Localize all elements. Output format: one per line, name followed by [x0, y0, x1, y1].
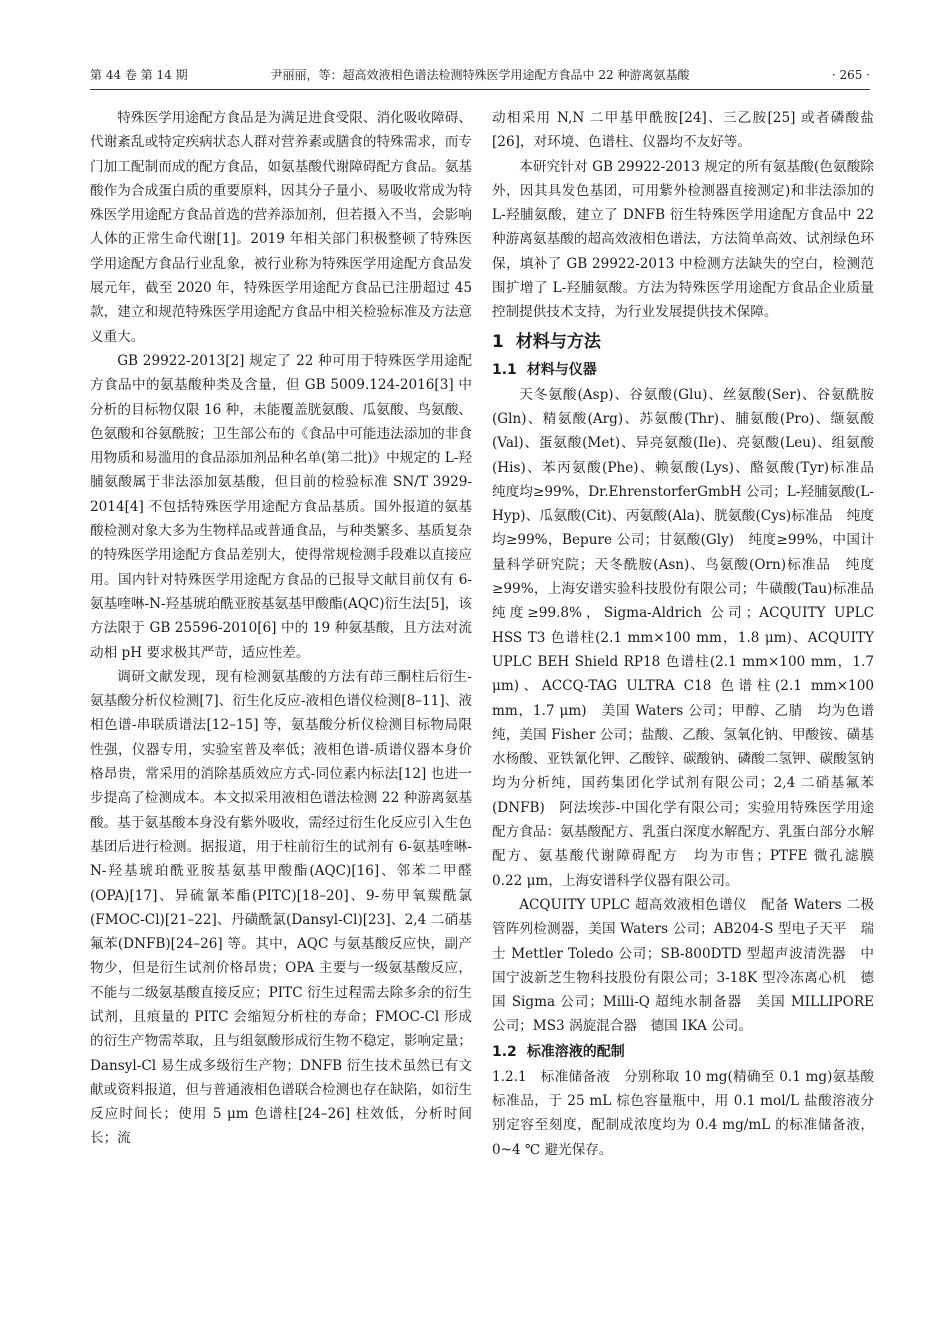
subsection-heading-1-2 — [492, 1039, 874, 1065]
section-heading-1 — [492, 327, 874, 357]
literature-paragraph: 调研文献发现，现有检测氨基酸的方法有茚三酮柱后衍生-氨基酸分析仪检测[7]、衍生化反应-液相色谱仪检测[8–11]、液相色谱-串联质谱法[12–15] 等，氨基酸分析仪检测目标物局限性强，仪器专用，实验室普及率低；液相色谱-质谱仪器本身价格昂贵，常采用的消除基质效应方式-同位素内标法[12] 也进一步提高了检测成本。本文拟采用液相色谱法检测 22 种游离氨基酸。基于氨基酸本身没有紫外吸收，需经过衍生化反应引入生色基团后进行检测。据报道，用于柱前衍生的试剂有 6-氨基喹啉-N-羟基琥珀酰亚胺基氨基甲酸酯(AQC)[16]、邻苯二甲醛(OPA)[17]、异硫氰苯酯(PITC)[18–20]、9-芴甲氧羰酰氯(FMOC-Cl)[21–22]、丹磺酰氯(Dansyl-Cl)[23]、2,4 二硝基氟苯(DNFB)[24–26] 等。其中，AQC 与氨基酸反应快，副产物少，但是衍生试剂价格昂贵；OPA 主要与一级氨基酸反应，不能与二级氨基酸直接反应；PITC 衍生过程需去除多余的衍生试剂，且痕量的 PITC 会缩短分析柱的寿命；FMOC-Cl 形成的衍生产物需萃取，且与组氨酸形成衍生物不稳定，影响定量；Dansyl-Cl 易生成多级衍生产物；DNFB 衍生技术虽然已有文献或资料报道，但与普通液相色谱联合检测也存在缺陷，如衍生反应时间长；使用 5 μm 色谱柱[24–26] 柱效低，分析时间长；流 — [90, 668, 472, 1147]
running-title: 尹丽丽，等：超高效液相色谱法检测特殊医学用途配方食品中 22 种游离氨基酸 — [270, 68, 690, 82]
subsection-number: 1.1 — [492, 361, 517, 378]
intro-paragraph: 特殊医学用途配方食品是为满足进食受限、消化吸收障碍、代谢紊乱或特定疾病状态人群对营养素或膳食的特殊需求，而专门加工配制而成的配方食品，如氨基酸代谢障碍配方食品。氨基酸作为合成蛋白质的重要原料，因其分子量小、易吸收常成为特殊医学用途配方食品首选的营养添加剂，但若摄入不当，会影响人体的正常生命代谢[1]。2019 年相关部门积极整顿了特殊医学用途配方食品行业乱象，被行业称为特殊医学用途配方食品发展元年，截至 2020 年，特殊医学用途配方食品已注册超过 45 款，建立和规范特殊医学用途配方食品中相关检验标准及方法意义重大。 — [90, 110, 472, 345]
left-column — [90, 106, 472, 1151]
instruments-paragraph: ACQUITY UPLC 超高效液相色谱仪 配备 Waters 二极管阵列检测器，美国 Waters 公司；AB204-S 型电子天平 瑞士 Mettler Toledo 公司；SB-800DTD 型超声波清洗器 中国宁波新芝生物科技股份有限公司；3-18K 型冷冻离心机 德国 Sigma 公司；Milli-Q 超纯水制备器 美国 MILLIPORE 公司；MS3 涡旋混合器 德国 IKA 公司。 — [492, 896, 874, 1035]
subsection-title: 材料与仪器 — [526, 361, 597, 378]
subsection-heading-1-1 — [492, 357, 874, 383]
standard-solution-paragraph: 1.2.1 标准储备液 分别称取 10 mg(精确至 0.1 mg)氨基酸标准品，于 25 mL 棕色容量瓶中，用 0.1 mol/L 盐酸溶液分别定容至刻度，配制成浓度均为 0.4 mg/mL 的标准储备液，0~4 ℃ 避光保存。 — [492, 1068, 874, 1158]
continued-paragraph: 动相采用 N,N 二甲基甲酰胺[24]、三乙胺[25] 或者磷酸盐[26]，对环境、色谱柱、仪器均不友好等。 — [492, 110, 874, 151]
header-rule — [90, 89, 870, 90]
subsection-title: 标准溶液的配制 — [526, 1043, 625, 1060]
right-column — [492, 106, 888, 1162]
section-number: 1 — [492, 331, 504, 352]
standards-paragraph: GB 29922-2013[2] 规定了 22 种可用于特殊医学用途配方食品中的氨基酸种类及含量，但 GB 5009.124-2016[3] 中分析的目标物仅限 16 种，未能覆盖胱氨酸、瓜氨酸、鸟氨酸、色氨酸和谷氨酰胺；卫生部公布的《食品中可能违法添加的非食用物质和易滥用的食品添加剂品种名单(第二批)》中规定的 L-羟脯氨酸属于非法添加氨基酸，但目前的检验标准 SN/T 3929-2014[4] 不包括特殊医学用途配方食品基质。国外报道的氨基酸检测对象大多为生物样品或普通食品，与种类繁多、基质复杂的特殊医学用途配方食品差别大，使得常规检测手段难以直接应用。国内针对特殊医学用途配方食品的已报导文献目前仅有 6-氨基喹啉-N-羟基琥珀酰亚胺基氨基甲酸酯(AQC)衍生法[5]，该方法限于 GB 25596-2010[6] 中的 19 种氨基酸，且方法对流动相 pH 要求极其严苛，适应性差。 — [90, 352, 472, 661]
page-number: · 265 · — [831, 68, 870, 82]
section-title: 材料与方法 — [515, 331, 601, 352]
page-header — [90, 64, 870, 86]
volume-issue: 第 44 卷 第 14 期 — [90, 68, 188, 82]
study-paragraph: 本研究针对 GB 29922-2013 规定的所有氨基酸(色氨酸除外，因其具发色基团，可用紫外检测器直接测定)和非法添加的 L-羟脯氨酸，建立了 DNFB 衍生特殊医学用途配方食品中 22 种游离氨基酸的超高效液相色谱法，方法简单高效、试剂绿色环保，填补了 GB 29922-2013 中检测方法缺失的空白，检测范围扩增了 L-羟脯氨酸。方法为特殊医学用途配方食品企业质量控制提供技术支持，为行业发展提供技术保障。 — [492, 158, 874, 321]
subsection-number: 1.2 — [492, 1043, 517, 1060]
materials-paragraph: 天冬氨酸(Asp)、谷氨酸(Glu)、丝氨酸(Ser)、谷氨酰胺(Gln)、精氨酸(Arg)、苏氨酸(Thr)、脯氨酸(Pro)、缬氨酸(Val)、蛋氨酸(Met)、异亮氨酸(Ile)、亮氨酸(Leu)、组氨酸(His)、苯丙氨酸(Phe)、赖氨酸(Lys)、酪氨酸(Tyr)标准品 纯度均≥99%，Dr.EhrenstorferGmbH 公司；L-羟脯氨酸(L-Hyp)、瓜氨酸(Cit)、丙氨酸(Ala)、胱氨酸(Cys)标准品 纯度均≥99%，Bepure 公司；甘氨酸(Gly) 纯度≥99%，中国计量科学研究院；天冬酰胺(Asn)、鸟氨酸(Orn)标准品 纯度≥99%，上海安谱实验科技股份有限公司；牛磺酸(Tau)标准品 纯度≥99.8%，Sigma-Aldrich 公司；ACQUITY UPLC HSS T3 色谱柱(2.1 mm×100 mm，1.8 μm)、ACQUITY UPLC BEH Shield RP18 色谱柱(2.1 mm×100 mm，1.7 μm)、ACCQ-TAG ULTRA C18 色谱柱(2.1 mm×100 mm，1.7 μm) 美国 Waters 公司；甲醇、乙腈 均为色谱纯，美国 Fisher 公司；盐酸、乙酸、氢氧化钠、甲酸铵、磺基水杨酸、亚铁氰化钾、乙酸锌、碳酸钠、磷酸二氢钾、碳酸氢钠 均为分析纯，国药集团化学试剂有限公司；2,4 二硝基氟苯(DNFB) 阿法埃莎-中国化学有限公司；实验用特殊医学用途配方食品：氨基酸配方、乳蛋白深度水解配方、乳蛋白部分水解配方、氨基酸代谢障碍配方 均为市售；PTFE 微孔滤膜 0.22 μm，上海安谱科学仪器有限公司。 — [492, 386, 888, 889]
